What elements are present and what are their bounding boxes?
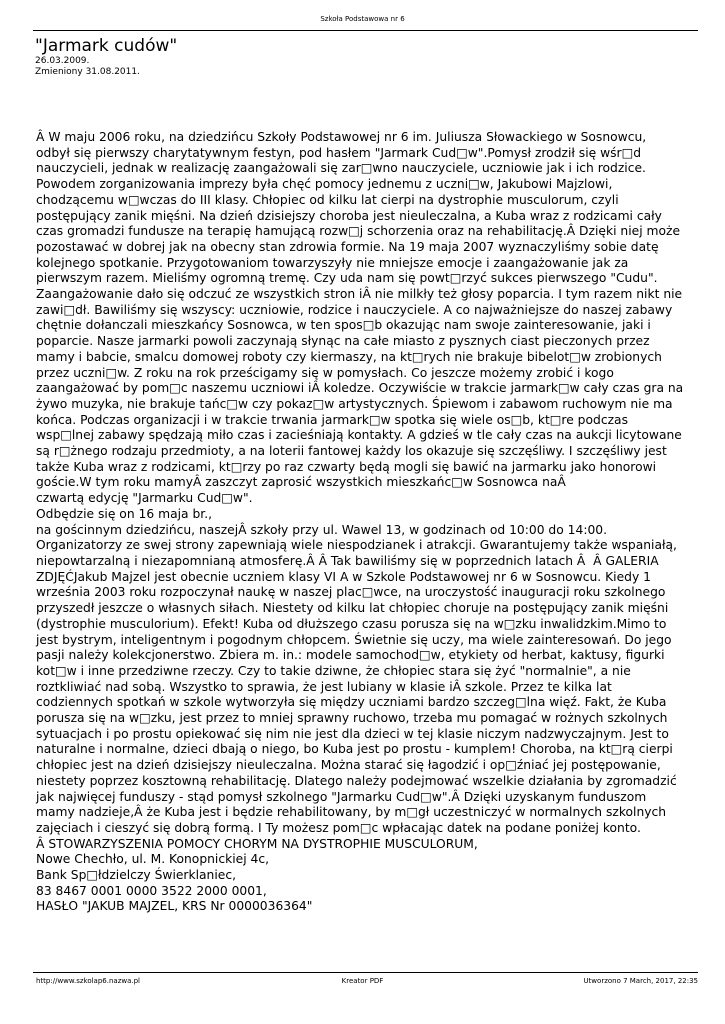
article-title: "Jarmark cudów": [35, 36, 178, 56]
created-date: 26.03.2009.: [35, 56, 90, 66]
page-header-site-name: Szkoła Podstawowa nr 6: [320, 15, 405, 23]
footer-created: Utworzono 7 March, 2017, 22:35: [583, 977, 698, 985]
header-divider: [33, 30, 698, 31]
article-body: Â W maju 2006 roku, na dziedzińcu Szkoły Podstawowej nr 6 im. Juliusza Słowackiego w Sosnowcu, odbył się pierwszy charytatywnym festyn, pod hasłem "Jarmark Cud□w".Pomysł zrodził się wśr□d nauczycieli, jednak w realizację zaangażowali się zar□wno nauczyciele, uczniowie jak i ich rodzice. Powodem zorganizowania imprezy była chęć pomocy jednemu z uczni□w, Jakubowi Majzlowi, chodzącemu w□wczas do III klasy. Chłopiec od kilku lat cierpi na dystrophie musculorum, czyli postępujący zanik mięśni. Na dzień dzisiejszy choroba jest nieuleczalna, a Kuba wraz z rodzicami cały czas gromadzi fundusze na terapię hamującą rozw□j schorzenia oraz na rehabilitację.Â Dzięki niej może pozostawać w dobrej jak na obecny stan zdrowia formie. Na 19 maja 2007 wyznaczyliśmy sobie datę kolejnego spotkanie. Przygotowaniom towarzyszyły nie mniejsze emocje i zaangażowanie jak za pierwszym razem. Mieliśmy ogromną tremę. Czy uda nam się powt□rzyć sukces pierwszego "Cudu". Zaangażowanie dało się odczuć ze wszystkich stron iÂ nie milkły też głosy poparcia. I tym razem nikt nie zawi□dł. Bawiliśmy się wszyscy: uczniowie, rodzice i nauczyciele. A co najważniejsze do naszej zabawy chętnie dołanczali mieszkańcy Sosnowca, w ten spos□b okazując nam swoje zainteresowanie, jaki i poparcie. Nasze jarmarki powoli zaczynają słynąc na całe miasto z pysznych ciast pieczonych przez mamy i babcie, smalcu domowej roboty czy kiermaszy, na kt□rych nie brakuje bibelot□w zrobionych przez uczni□w. Z roku na rok prześcigamy się w pomysłach. Co jeszcze możemy zrobić i kogo zaangażować by pom□c naszemu uczniowi iÂ koledze. Oczywiście w trakcie jarmark□w cały czas gra na żywo muzyka, nie brakuje tańc□w czy pokaz□w artystycznych. Śpiewom i zabawom ruchowym nie ma końca. Podczas organizacji i w trakcie trwania jarmark□w spotka się wiele os□b, kt□re podczas wsp□lnej zabawy spędzają miło czas i zacieśniają kontakty. A gdzieś w tle cały czas na aukcji licytowane są r□żnego rodzaju przedmioty, a na loterii fantowej każdy los okazuje się szczęśliwy. I szczęśliwy jest także Kuba wraz z rodzicami, kt□rzy po raz czwarty będą mogli się bawić na jarmarku jako honorowi goście.W tym roku mamyÂ zaszczyt zaprosić wszystkich mieszkańc□w Sosnowca naÂ czwartą edycję "Jarmarku Cud□w". Odbędzie się on 16 maja br., na gościnnym dziedzińcu, naszejÂ szkoły przy ul. Wawel 13, w godzinach od 10:00 do 14:00. Organizatorzy ze swej strony zapewniają wiele niespodzianek i atrakcji. Gwarantujemy także wspaniałą, niepowtarzalną i niezapomnianą atmosferę.Â Â Tak bawiliśmy się w poprzednich latach Â Â GALERIA ZDJĘĆJakub Majzel jest obecnie uczniem klasy VI A w Szkole Podstawowej nr 6 w Sosnowcu. Kiedy 1 września 2003 roku rozpoczynał naukę w naszej plac□wce, na uroczystość inauguracji roku szkolnego przyszedł jeszcze o własnych siłach. Niestety od kilku lat chłopiec choruje na postępujący zanik mięśni (dystrophie musculorium). Efekt! Kuba od dłuższego czasu porusza się na w□zku inwalidzkim.Mimo to jest bystrym, inteligentnym i pogodnym chłopcem. Świetnie się uczy, ma wiele zainteresowań. Do jego pasji należy kolekcjonerstwo. Zbiera m. in.: modele samochod□w, etykiety od herbat, kaktusy, figurki kot□w i inne przedziwne rzeczy. Czy to takie dziwne, że chłopiec stara się żyć "normalnie", a nie roztkliwiać nad sobą. Wszystko to sprawia, że jest lubiany w klasie iÂ szkole. Przez te kilka lat codziennych spotkań w szkole wytworzyła się między uczniami bardzo szczeg□lna więź. Fakt, że Kuba porusza się na w□zku, jest przez to mniej sprawny ruchowo, trzeba mu pomagać w rożnych szkolnych sytuacjach i po prostu opiekować się nim nie jest dla dzieci w tej klasie niczym nadzwyczajnym. Jest to naturalne i normalne, dzieci dbają o niego, bo Kuba jest po prostu - kumplem! Choroba, na kt□rą cierpi chłopiec jest na dzień dzisiejszy nieuleczalna. Można starać się łagodzić i op□źniać jej postępowanie, niestety poprzez kosztowną rehabilitację. Dlatego należy podejmować wszelkie działania by zgromadzić jak najwięcej funduszy - stąd pomysł szkolnego "Jarmarku Cud□w".Â Dzięki uzyskanym funduszom mamy nadzieje,Â że Kuba jest i będzie rehabilitowany, by m□gł uczestniczyć w normalnych szkolnych zajęciach i cieszyć się dobrą formą. I Ty możesz pom□c wpłacając datek na podane poniżej konto. Â STOWARZYSZENIA POMOCY CHORYM NA DYSTROPHIE MUSCULORUM, Nowe Chechło, ul. M. Konopnickiej 4c, Bank Sp□łdzielczy Świerklaniec, 83 8467 0001 0000 3522 2000 0001, HASŁO "JAKUB MAJZEL, KRS Nr 0000036364": [36, 130, 684, 914]
modified-date: Zmieniony 31.08.2011.: [35, 67, 140, 77]
footer-divider: [33, 972, 698, 973]
footer-url: http://www.szkolap6.nazwa.pl: [36, 977, 140, 985]
article-title-block: [35, 36, 177, 78]
footer-generator: Kreator PDF: [341, 977, 384, 985]
